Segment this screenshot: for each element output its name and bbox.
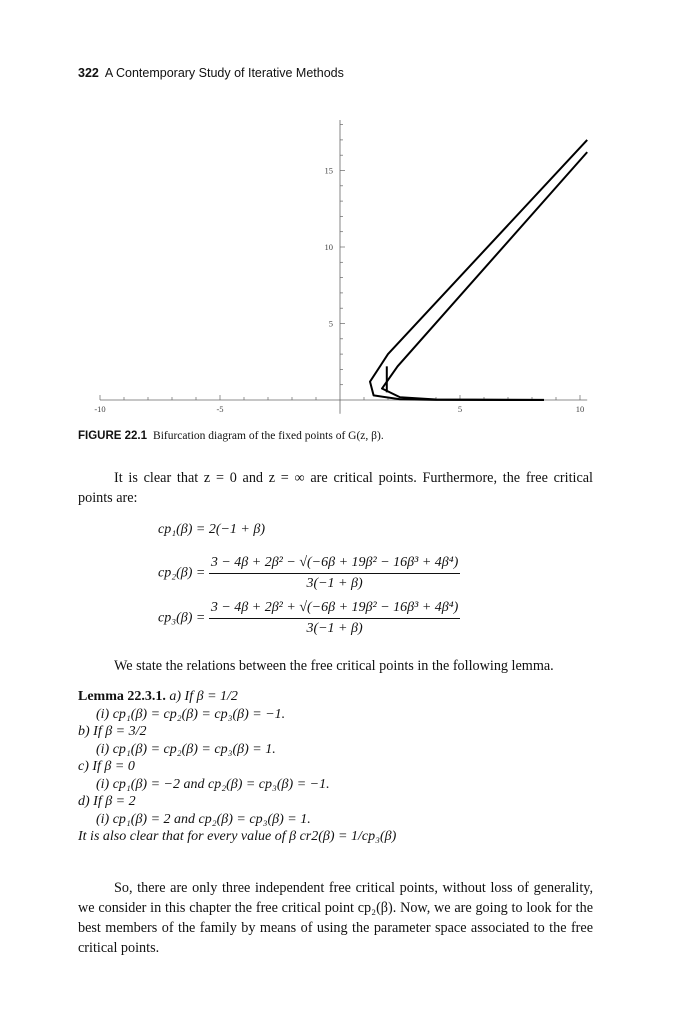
paragraph-critical-points: It is clear that z = 0 and z = ∞ are critical points. Furthermore, the free critical points are: [78,470,593,506]
lemma-case-c: c) If β = 0 [78,759,135,774]
x-tick-label: 5 [457,404,463,414]
x-tick-label: -5 [216,404,224,414]
paragraph-conclusion: So, there are only three independent free critical points, without loss of generality, we consider in this chapter the free critical point cp₂(β). Now, we are going to look for the best members of the family by means of using the parameter space associated to the free critical points. [78,880,593,956]
equation-cp3-lhs: cp₃(β) = [158,610,206,626]
lemma-closing-statement: It is also clear that for every value of β cr2(β) = 1/cp₃(β) [78,829,397,844]
equation-cp3 [158,600,460,637]
equation-cp3-denominator: 3(−1 + β) [306,621,363,636]
lemma-title: Lemma 22.3.1. [78,689,166,704]
figure-caption [78,430,384,442]
lemma-heading [78,688,396,706]
lemma-case-d-i: (i) cp₁(β) = 2 and cp₂(β) = cp₃(β) = 1. [96,811,311,827]
equation-cp2-denominator: 3(−1 + β) [306,576,363,591]
equation-cp2-fraction [209,555,460,592]
equation-cp2-lhs: cp₂(β) = [158,565,206,581]
bifurcation-chart [0,0,682,430]
y-tick-label: 10 [324,242,333,252]
lemma-case-b-i: (i) cp₁(β) = cp₂(β) = cp₃(β) = 1. [96,741,276,757]
figure-label: FIGURE 22.1 [78,430,148,442]
equation-cp2-numerator: 3 − 4β + 2β² − √(−6β + 19β² − 16β³ + 4β⁴) [209,555,460,574]
y-tick-label: 5 [328,318,333,329]
x-tick-label: 10 [575,404,585,414]
lemma-case-a-i: (i) cp₁(β) = cp₂(β) = cp₃(β) = −1. [96,706,286,722]
equation-cp3-fraction [209,600,460,637]
lemma-block [78,688,396,846]
series-line-2 [382,152,587,400]
caption-text: Bifurcation diagram of the fixed points of G(z, β). [153,430,384,442]
lemma-case-b: b) If β = 3/2 [78,724,147,739]
equation-cp2 [158,555,460,592]
book-title: A Contemporary Study of Iterative Methods [104,66,344,80]
y-tick-label: 15 [324,165,333,176]
lemma-case-d: d) If β = 2 [78,794,136,809]
lemma-case-a: a) If β = 1/2 [169,689,238,704]
lemma-case-c-i: (i) cp₁(β) = −2 and cp₂(β) = cp₃(β) = −1. [96,776,330,792]
equation-cp3-numerator: 3 − 4β + 2β² + √(−6β + 19β² − 16β³ + 4β⁴) [209,600,460,619]
paragraph-lemma-intro: We state the relations between the free critical points in the following lemma. [114,658,554,674]
x-tick-label: -10 [94,404,106,414]
page-number: 322 [78,66,99,80]
equation-cp1: cp₁(β) = 2(−1 + β) [158,522,266,537]
